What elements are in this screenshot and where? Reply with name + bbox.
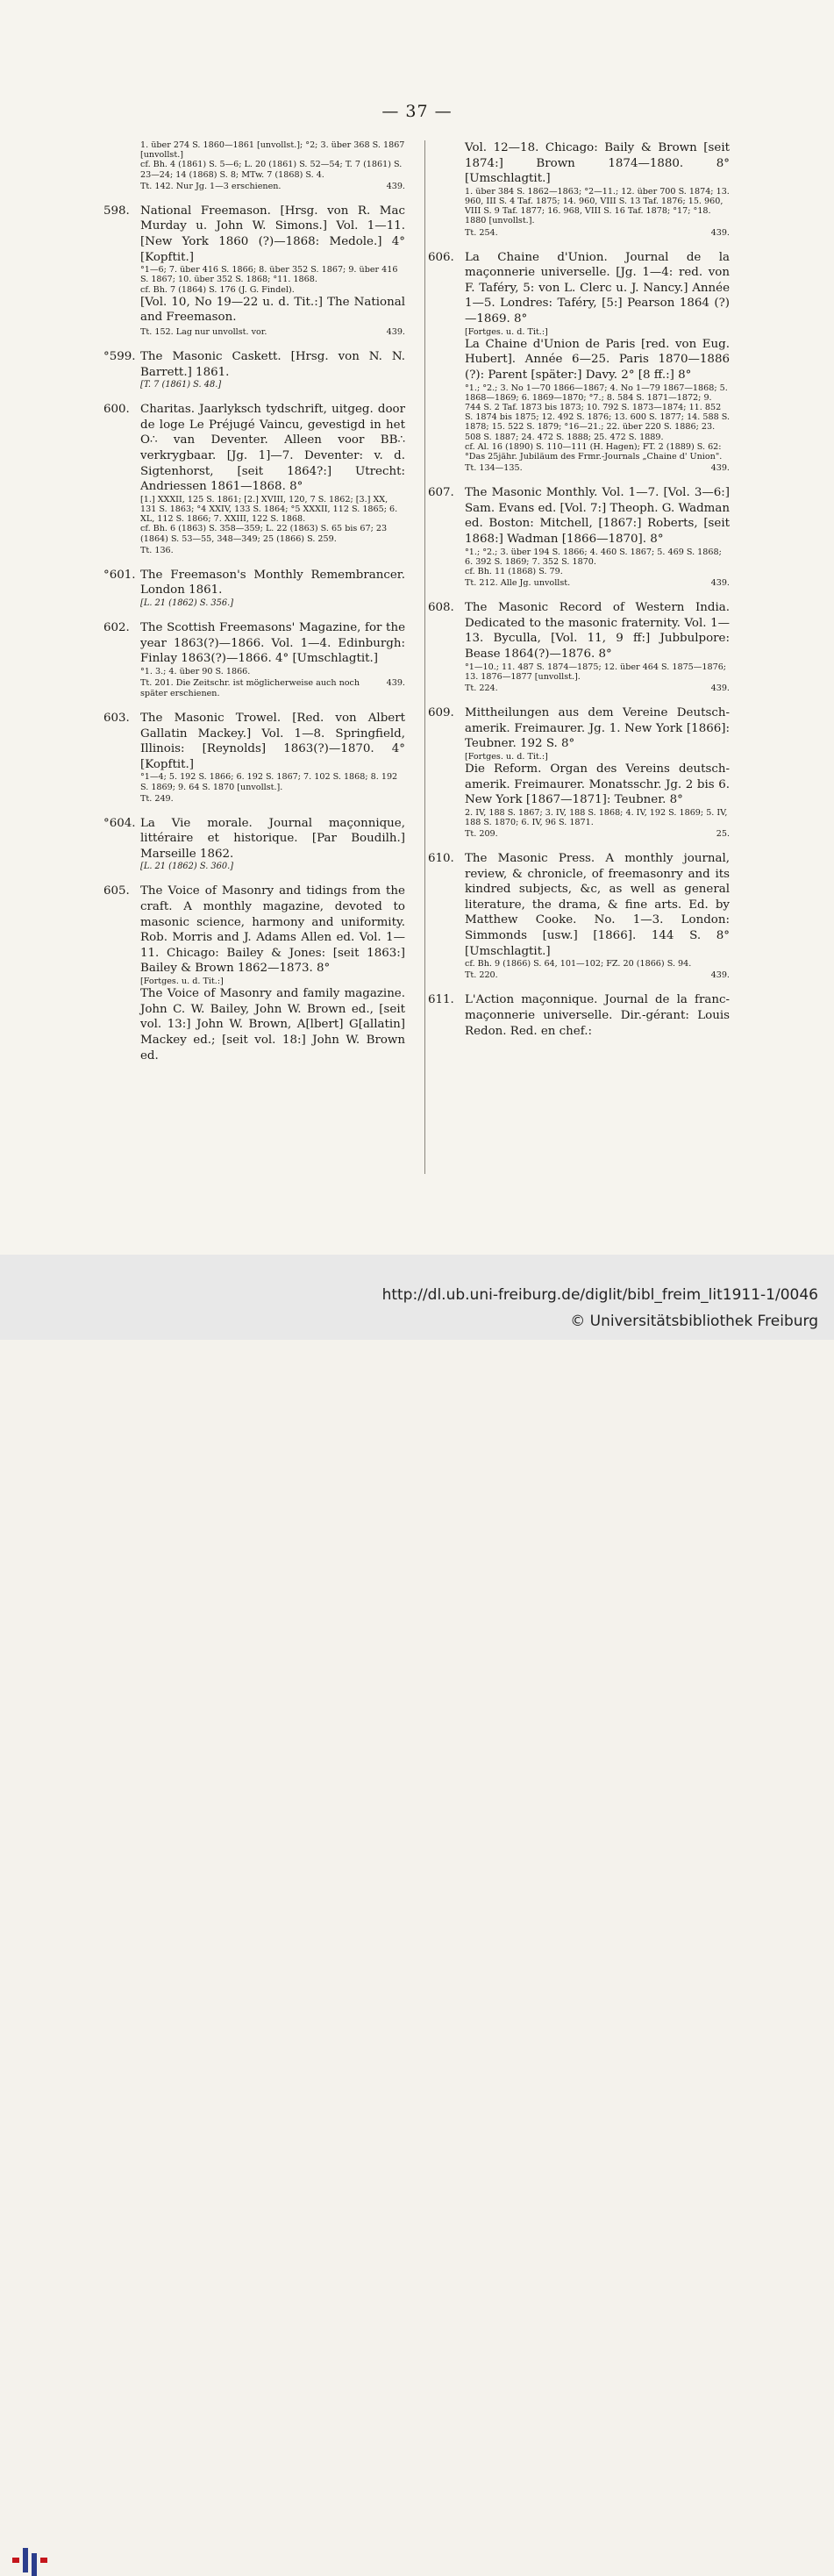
shelf-code: 439. [710,227,730,238]
shelf-code: 439. [710,970,730,981]
entry-title: The Scottish Freemasons' Magazine, for the year 1863(?)—1866. Vol. 1—4. Edinburgh: Finlay 1863(?)—1866. 4° [Umschlagtit.] [140,620,405,666]
holdings-note: [Fortges. u. d. Tit.:] [140,977,224,987]
entry-number: 602. [103,620,130,634]
shelfmark-line [140,182,405,192]
shelf-code: 439. [386,181,405,191]
shelfmark-line [465,970,730,981]
shelfmark: Tt. 152. Lag nur unvollst. vor. [140,326,267,337]
shelfmark-line [465,683,730,694]
shelfmark: Tt. 142. Nur Jg. 1—3 erschienen. [140,181,282,191]
bibliography-entry [103,349,405,390]
entry-number: 610. [428,852,454,866]
holdings-note: °1. 3.; 4. über 90 S. 1866. [140,666,251,676]
source-reference: [T. 7 (1861) S. 48.] [140,380,222,390]
source-reference: [L. 21 (1862) S. 360.] [140,862,234,872]
continuation-title: The Voice of Masonry and family magazine. John C. W. Bailey, John W. Brown ed., [seit vol. 13:] John W. Brown, A[lbert] G[allatin] Mackey ed.; [seit vol. 18:] John W. Brown ed. [140,987,405,1063]
holdings-note: cf. Al. 16 (1890) S. 110—111 (H. Hagen); FT. 2 (1889) S. 62: °Das 25jähr. Jubiläum des Frmr.-Journals „Chaine d' Union". [465,441,723,462]
entry-title: The Masonic Record of Western India. Dedicated to the masonic fraternity. Vol. 1—13. Byculla, [Vol. 11, 9 ff:] Jubbulpore: Bease 1864(?)—1876. 8° [465,601,730,661]
holdings-note: [Fortges. u. d. Tit.:] [465,326,548,337]
holdings-note: cf. Bh. 7 (1864) S. 176 (J. G. Findel). [140,284,295,295]
source-reference: [L. 21 (1862) S. 356.] [140,597,234,608]
bibliography-entry [103,816,405,873]
entry-title: La Chaine d'Union. Journal de la maçonnerie universelle. [Jg. 1—4: red. von F. Taféry, 5: von L. Clerc u. J. Nancy.] Année 1—5. Londres: Taféry, [5:] Pearson 1864 (?)—1869. 8° [465,250,730,326]
shelf-code: 25. [716,829,730,840]
shelf-code: 439. [386,326,405,337]
shelfmark-line [465,463,730,474]
shelfmark-line [140,794,405,805]
entry-continuation: Vol. 12—18. Chicago: Baily & Brown [seit 1874:] Brown 1874—1880. 8° [Umschlagtit.] [465,141,730,186]
bibliography-entry [103,884,405,1063]
entry-number: 611. [428,993,454,1007]
entry-title: National Freemason. [Hrsg. von R. Mac Murday u. John W. Simons.] Vol. 1—11. [New York 1860 (?)—1868: Medole.] 4° [Kopftit.] [140,204,405,264]
bibliography-entry [103,711,405,805]
holdings-note: 1. über 384 S. 1862—1863; °2—11.; 12. über 700 S. 1874; 13. 960, III S. 4 Taf. 1875; 14. 960, VIII S. 13 Taf. 1876; 15. 960, VIII S. 9 Taf. 1877; 16. 968, VIII S. 16 Taf. 1878; °17; °18. 1880 [unvollst.]. [465,186,730,226]
entry-title: L'Action maçonnique. Journal de la franc-maçonnerie universelle. Dir.-gérant: Louis Redon. Red. en chef.: [465,993,730,1038]
shelfmark: Tt. 249. [140,793,174,804]
holdings-note: cf. Bh. 4 (1861) S. 5—6; L. 20 (1861) S. 52—54; T. 7 (1861) S. 23—24; 14 (1868) S. 8; MTw. 7 (1868) S. 4. [140,160,403,180]
entry-title: The Freemason's Monthly Remembrancer. London 1861. [140,568,405,597]
holdings-note: °1—10.; 11. 487 S. 1874—1875; 12. über 464 S. 1875—1876; 13. 1876—1877 [unvollst.]. [465,662,727,682]
holdings-note: °1.; °2.; 3. No 1—70 1866—1867; 4. No 1—79 1867—1868; 5. 1868—1869; 6. 1869—1870; °7.; 8. 584 S. 1871—1872; 9. 744 S. 2 Taf. 1873 bis 1873; 10. 792 S. 1873—1874; 11. 852 S. 1874 bis 1875; 12. 492 S. 1876; 13. 600 S. 1877; 14. 588 S. 1878; 15. 522 S. 1879; °16—21.; 22. über 220 S. 1886; 23. 508 S. 1887; 24. 472 S. 1888; 25. 472 S. 1889. [465,383,731,442]
left-column [103,140,405,1075]
bibliography-entry [103,620,405,699]
shelfmark: Tt. 134—135. [465,463,523,474]
entry-title: La Vie morale. Journal maçonnique, littéraire et historique. [Par Boudilh.] Marseille 1862. [140,816,405,861]
holdings-note: 1. über 274 S. 1860—1861 [unvollst.]; °2; 3. über 368 S. 1867 [unvollst.] [140,140,405,161]
bibliography-entry [103,204,405,338]
holdings-note: 2. IV, 188 S. 1867; 3. IV, 188 S. 1868; 4. IV, 192 S. 1869; 5. IV, 188 S. 1870; 6. IV, 96 S. 1871. [465,807,728,827]
shelfmark-line [140,546,405,556]
document-url-link[interactable]: http://dl.ub.uni-freiburg.de/diglit/bibl_freim_lit1911-1/0046 [381,1286,818,1304]
shelfmark: Tt. 220. [465,970,498,981]
bibliography-entry [428,992,730,1039]
shelf-code: 439. [710,463,730,474]
scanned-page [0,0,834,1255]
bibliography-entry [103,568,405,609]
holdings-note: cf. Bh. 6 (1863) S. 358—359; L. 22 (1863) S. 65 bis 67; 23 (1864) S. 53—55, 348—349; 25 (1866) S. 259. [140,524,388,544]
shelfmark-line [140,678,405,699]
entry-title: The Voice of Masonry and tidings from the craft. A monthly magazine, devoted to masonic science, harmony and uniformity. Rob. Morris and J. Adams Allen ed. Vol. 1—11. Chicago: Bailey & Jones: [seit 1863:] Bailey & Brown 1862—1873. 8° [140,884,405,976]
holdings-note: [1.] XXXII, 125 S. 1861; [2.] XVIII, 120, 7 S. 1862; [3.] XX, 131 S. 1863; °4 XXIV, 133 S. 1864; °5 XXXII, 112 S. 1865; 6. XL, 112 S. 1866; 7. XXIII, 122 S. 1868. [140,494,398,525]
entry-number: 607. [428,486,454,500]
shelfmark: Tt. 201. Die Zeitschr. ist möglicherweise auch noch später erschienen. [140,677,360,698]
shelfmark: Tt. 209. [465,829,498,840]
column-divider [424,140,425,1174]
page-number: — 37 — [381,102,453,121]
shelfmark-line [465,228,730,239]
right-column [428,140,730,1050]
holdings-note: cf. Bh. 9 (1866) S. 64, 101—102; FZ. 20 (1866) S. 94. [465,959,692,970]
continuation-title: [Vol. 10, No 19—22 u. d. Tit.:] The National and Freemason. [140,295,405,325]
entry-title: Mittheilungen aus dem Vereine Deutsch-amerik. Freimaurer. Jg. 1. New York [1866]: Teubner. 192 S. 8° [465,705,730,751]
holdings-note: °1—6; 7. über 416 S. 1866; 8. über 352 S. 1867; 9. über 416 S. 1867; 10. über 352 S. 1868; °11. 1868. [140,265,398,285]
bibliography-entry [428,140,730,239]
shelfmark: Tt. 136. [140,545,174,555]
copyright-notice: © Universitätsbibliothek Freiburg [570,1313,818,1330]
continuation-title: Die Reform. Organ des Vereins deutsch-amerik. Freimaurer. Monatsschr. Jg. 2 bis 6. New York [1867—1871]: Teubner. 8° [465,762,730,807]
shelf-code: 439. [710,683,730,693]
entry-title: The Masonic Monthly. Vol. 1—7. [Vol. 3—6:] Sam. Evans ed. [Vol. 7:] Theoph. G. Wadman ed. Boston: Mitchell, [1867:] Roberts, [seit 1868:] Wadman [1866—1870]. 8° [465,486,730,546]
holdings-note: cf. Bh. 11 (1868) S. 79. [465,566,563,576]
entry-number: 598. [103,204,130,218]
entry-number: °604. [103,816,136,830]
shelfmark-line [465,829,730,840]
bibliography-entry [428,250,730,475]
library-logo-icon [12,2544,54,2576]
entry-number: °601. [103,568,136,582]
shelfmark: Tt. 224. [465,683,498,693]
shelfmark-line [140,327,405,338]
continuation-title: La Chaine d'Union de Paris [red. von Eug. Hubert]. Année 6—25. Paris 1870—1886 (?): Parent [später:] Davy. 2° [8 ff.:] 8° [465,337,730,382]
entry-number: 606. [428,250,454,264]
shelfmark-line [465,578,730,589]
entry-number: 603. [103,711,130,725]
entry-title: The Masonic Caskett. [Hrsg. von N. N. Barrett.] 1861. [140,349,405,379]
holdings-note: °1.; °2.; 3. über 194 S. 1866; 4. 460 S. 1867; 5. 469 S. 1868; 6. 392 S. 1869; 7. 352 S. 1870. [465,547,722,567]
entry-title: Charitas. Jaarlyksch tydschrift, uitgeg. door de loge Le Préjugé Vaincu, gevestigd in het O∴ van Deventer. Alleen voor BB∴ verkrygbaar. [Jg. 1]—7. Deventer: v. d. Sigtenhorst, [seit 1864?:] Utrecht: Andriessen 1861—1868. 8° [140,403,405,494]
bibliography-entry [103,402,405,556]
entry-number: 600. [103,403,130,417]
shelf-code: 439. [386,677,405,688]
bibliography-entry [428,600,730,694]
bibliography-entry [428,705,730,840]
bibliography-entry [103,140,405,192]
entry-number: 605. [103,884,130,898]
holdings-note: °1—4; 5. 192 S. 1866; 6. 192 S. 1867; 7. 102 S. 1868; 8. 192 S. 1869; 9. 64 S. 1870 [unvollst.]. [140,772,398,792]
entry-title: The Masonic Trowel. [Red. von Albert Gallatin Mackey.] Vol. 1—8. Springfield, Illinois: [Reynolds] 1863(?)—1870. 4° [Kopftit.] [140,711,405,771]
holdings-note: [Fortges. u. d. Tit.:] [465,751,548,762]
entry-title: The Masonic Press. A monthly journal, review, & chronicle, of freemasonry and its kindred subjects, &c, as well as general literature, the drama, & fine arts. Ed. by Matthew Cooke. No. 1—3. London: Simmonds [usw.] [1866]. 144 S. 8° [Umschlagtit.] [465,852,730,958]
entry-number: 609. [428,705,454,719]
bibliography-entry [428,485,730,589]
entry-number: °599. [103,349,136,363]
entry-number: 608. [428,601,454,615]
shelfmark: Tt. 212. Alle Jg. unvollst. [465,578,571,589]
shelf-code: 439. [710,578,730,589]
shelfmark: Tt. 254. [465,227,498,238]
bibliography-entry [428,851,730,981]
